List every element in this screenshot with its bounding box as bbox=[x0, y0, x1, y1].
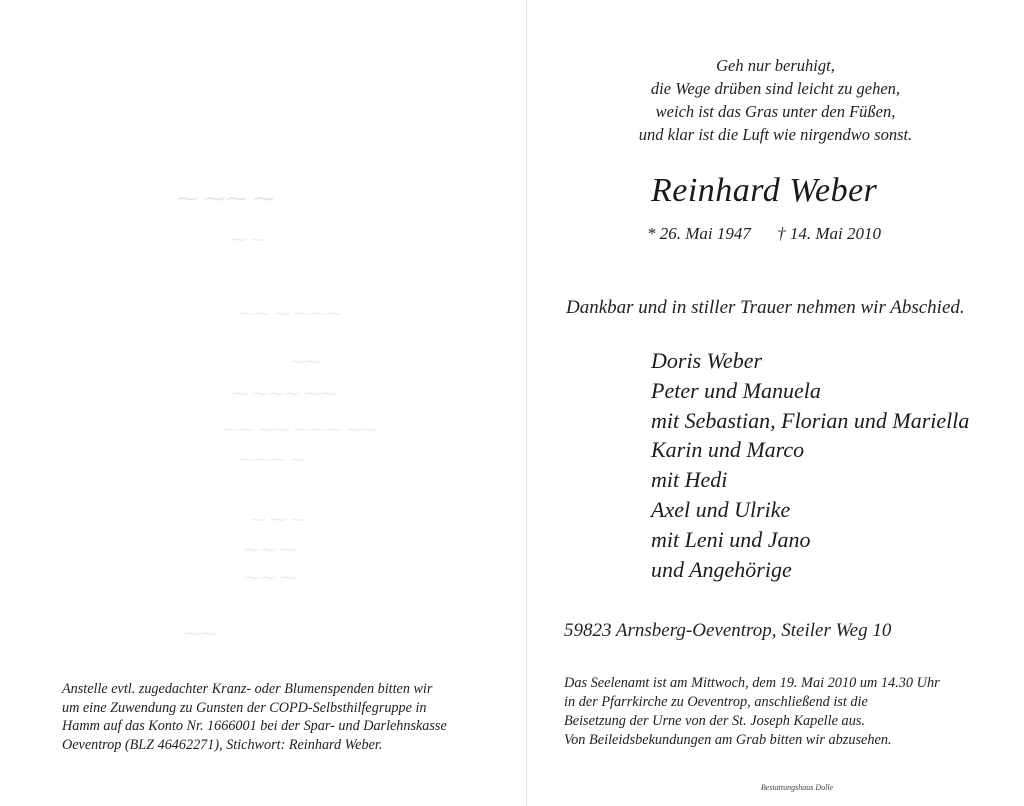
farewell-line: Dankbar und in stiller Trauer nehmen wir Abschied. bbox=[566, 297, 965, 318]
show-through-mark: ⁓⁓ ⁓ bbox=[244, 570, 296, 587]
mourner-line: Doris Weber bbox=[651, 348, 763, 373]
donation-line: Oeventrop (BLZ 46462271), Stichwort: Reinhard Weber. bbox=[62, 736, 383, 753]
mourner-line: mit Hedi bbox=[651, 467, 728, 493]
birth-date: * 26. Mai 1947 bbox=[647, 224, 751, 243]
service-line: in der Pfarrkirche zu Oeventrop, anschließend ist die bbox=[564, 694, 868, 710]
service-line: Von Beileidsbekundungen am Grab bitten wir abzusehen. bbox=[564, 732, 892, 748]
show-through-mark: ⁓ ⁓ ⁓ bbox=[250, 512, 306, 529]
mourner-line: Karin und Marco bbox=[651, 437, 805, 463]
donation-note bbox=[62, 680, 502, 754]
funeral-home-credit: Bestattungshaus Dolle bbox=[760, 783, 834, 792]
donation-line: Hamm auf das Konto Nr. 1666001 bei der Spar- und Darlehnskasse bbox=[62, 718, 447, 734]
right-page bbox=[527, 0, 1024, 806]
mourner-line: mit Sebastian, Florian und Mariella bbox=[651, 407, 970, 433]
show-through-mark: ⁓⁓ bbox=[290, 354, 322, 371]
show-through-mark: ⁓⁓ bbox=[184, 626, 216, 643]
donation-line: um eine Zuwendung zu Gunsten der COPD-Selbsthilfegruppe in bbox=[62, 699, 427, 716]
service-line: Das Seelenamt ist am Mittwoch, dem 19. Mai 2010 um 14.30 Uhr bbox=[564, 675, 940, 691]
mourner-line: Axel und Ulrike bbox=[651, 496, 791, 522]
show-through-mark: ⁓ ⁓⁓ ⁓ bbox=[176, 186, 275, 211]
show-through-mark: ⁓⁓ ⁓ ⁓⁓⁓ bbox=[238, 306, 342, 323]
poem-line: weich ist das Gras unter den Füßen, bbox=[655, 102, 896, 121]
show-through-mark: ⁓ ⁓ bbox=[230, 232, 266, 249]
service-line: Beisetzung der Urne von der St. Joseph Kapelle aus. bbox=[564, 713, 865, 729]
poem-line: und klar ist die Luft wie nirgendwo sonst. bbox=[638, 125, 913, 144]
poem bbox=[527, 54, 1024, 146]
deceased-name: Reinhard Weber bbox=[651, 172, 878, 209]
death-date: † 14. Mai 2010 bbox=[777, 224, 882, 243]
mourners-list bbox=[651, 346, 969, 584]
show-through-mark: ⁓ ⁓⁓⁓ ⁓⁓ bbox=[232, 386, 336, 403]
show-through-mark: ⁓⁓⁓ ⁓ bbox=[238, 452, 306, 469]
life-dates bbox=[647, 224, 881, 244]
address: 59823 Arnsberg-Oeventrop, Steiler Weg 10 bbox=[564, 620, 892, 641]
show-through-mark: ⁓⁓ ⁓⁓ ⁓⁓⁓ ⁓⁓ bbox=[222, 422, 378, 439]
poem-line: Geh nur beruhigt, bbox=[716, 56, 835, 75]
show-through-mark: ⁓⁓ ⁓ bbox=[244, 542, 296, 559]
service-info bbox=[564, 674, 1004, 750]
poem-line: die Wege drüben sind leicht zu gehen, bbox=[650, 79, 901, 98]
mourner-line: und Angehörige bbox=[651, 556, 792, 582]
mourner-line: mit Leni und Jano bbox=[651, 526, 811, 552]
mourner-line: Peter und Manuela bbox=[651, 377, 821, 403]
donation-line: Anstelle evtl. zugedachter Kranz- oder Blumenspenden bitten wir bbox=[62, 681, 433, 697]
